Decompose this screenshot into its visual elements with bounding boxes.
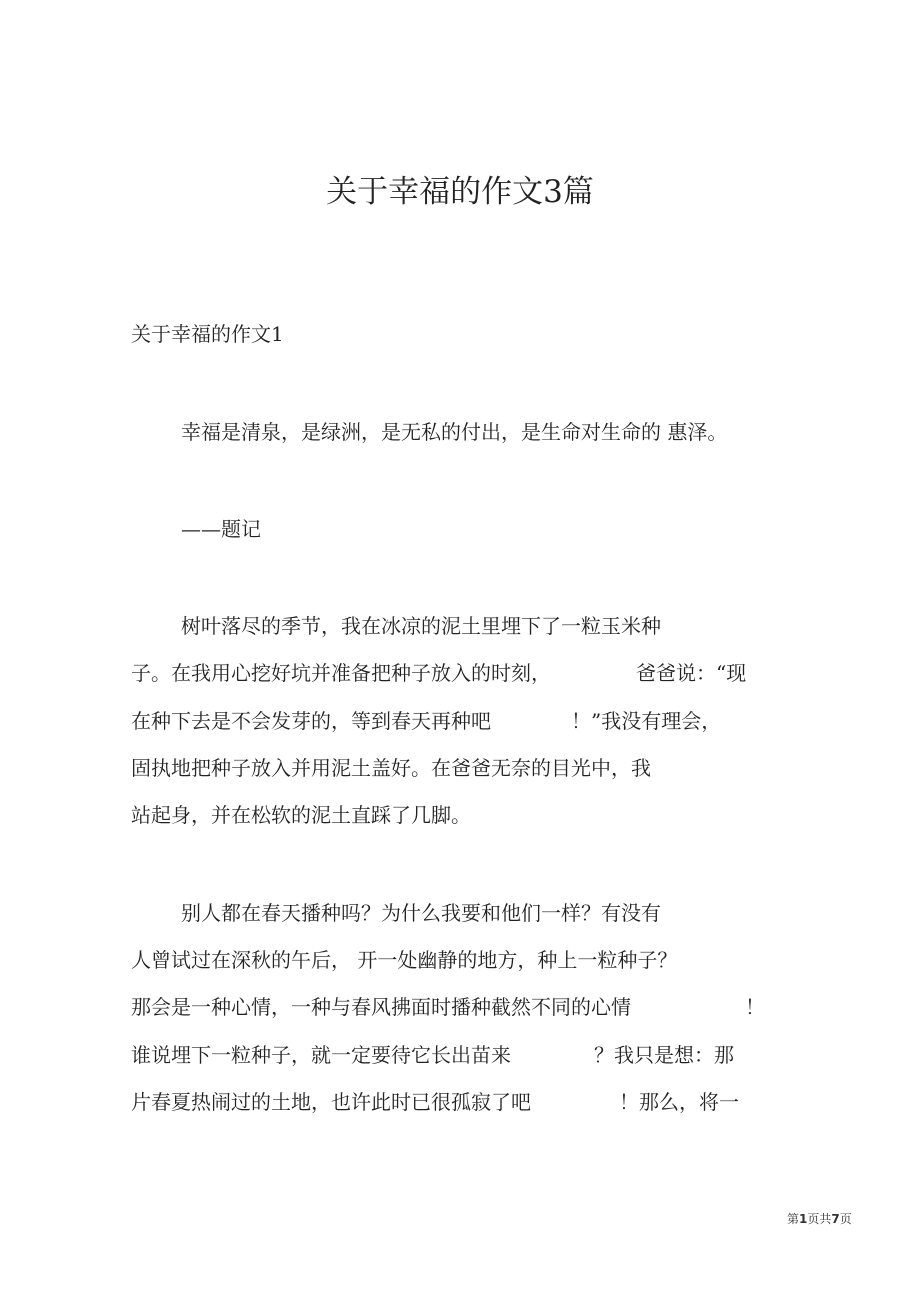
footer-suffix: 页: [839, 1212, 852, 1226]
paragraph-1-line-2a: 子。在我用心挖好坑并准备把种子放入的时刻，: [131, 661, 551, 685]
paragraph-2-line-3b: ！: [745, 995, 765, 1019]
paragraph-1-line-2b: 爸爸说：“现: [636, 661, 747, 685]
footer-middle: 页共: [807, 1212, 832, 1226]
paragraph-1-line-1: 树叶落尽的季节，我在冰凉的泥土里埋下了一粒玉米种: [181, 614, 661, 638]
paragraph-2-line-4a: 谁说埋下一粒种子，就一定要待它长出苗来: [131, 1043, 511, 1067]
paragraph-2-line-5a: 片春夏热闹过的土地，也许此时已很孤寂了吧: [131, 1090, 531, 1114]
paragraph-1-line-3b: ！”我没有理会，: [571, 709, 722, 733]
epigraph: 幸福是清泉，是绿洲，是无私的付出，是生命对生命的 惠泽。: [181, 420, 728, 444]
paragraph-1-line-3a: 在种下去是不会发芽的，等到春天再种吧: [131, 709, 491, 733]
footer-prefix: 第: [787, 1212, 800, 1226]
page-number-footer: [787, 1210, 852, 1227]
section-heading: 关于幸福的作文1: [131, 322, 284, 346]
paragraph-2-line-1: 别人都在春天播种吗？为什么我要和他们一样？有没有: [181, 901, 661, 925]
page-title: 关于幸福的作文3篇: [326, 174, 594, 210]
epigraph-source: ——题记: [181, 517, 261, 541]
paragraph-1-line-4: 固执地把种子放入并用泥土盖好。在爸爸无奈的目光中，我: [131, 756, 651, 780]
paragraph-1-line-5: 站起身，并在松软的泥土直踩了几脚。: [131, 803, 471, 827]
paragraph-2-line-4b: ？我只是想：那: [594, 1043, 734, 1067]
footer-total-pages: 7: [831, 1212, 840, 1226]
footer-current-page: 1: [799, 1212, 808, 1226]
paragraph-2-line-2: 人曾试过在深秋的午后， 开一处幽静的地方，种上一粒种子？: [131, 948, 678, 972]
paragraph-2-line-3a: 那会是一种心情，一种与春风拂面时播种截然不同的心情: [131, 995, 631, 1019]
paragraph-2-line-5b: ！那么，将一: [619, 1090, 739, 1114]
